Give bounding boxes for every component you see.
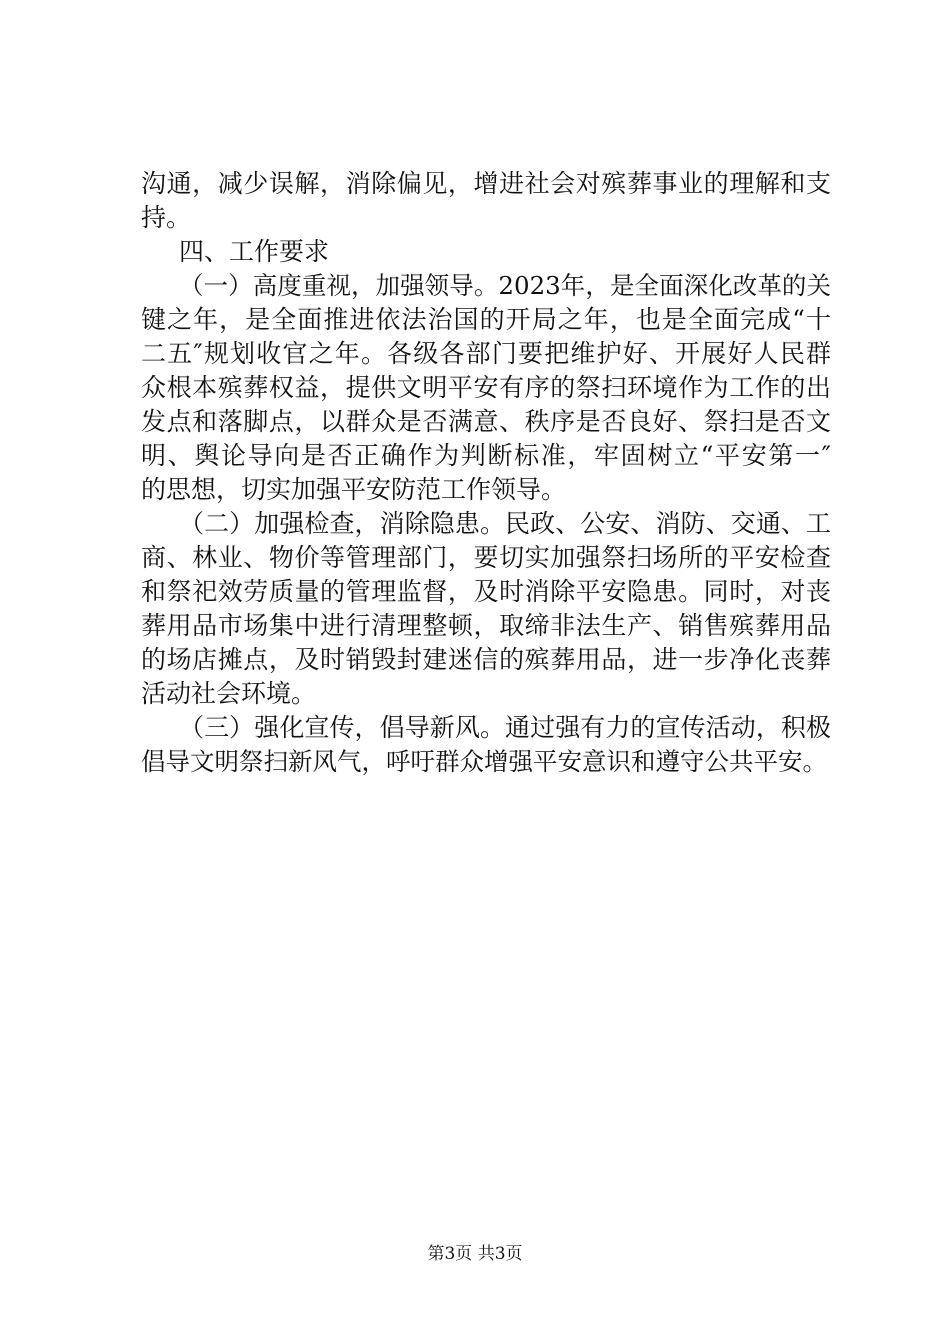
paragraph-first-line: （三）强化宣传，倡导新风。通过强有力的宣传活动，积极 <box>179 713 831 742</box>
text-line: 众根本殡葬权益，提供文明平安有序的祭扫环境作为工作的出 <box>141 373 831 402</box>
text-line: 倡导文明祭扫新风气，呼吁群众增强平安意识和遵守公共平安。 <box>141 747 827 776</box>
paragraph-first-line: （二）加强检查，消除隐患。民政、公安、消防、交通、工 <box>179 509 831 538</box>
text-line: 沟通，减少误解，消除偏见，增进社会对殡葬事业的理解和支 <box>141 169 831 198</box>
paragraph-first-line: （一）高度重视，加强领导。2023年，是全面深化改革的关 <box>179 271 831 300</box>
text-line: 的场店摊点，及时销毁封建迷信的殡葬用品，进一步净化丧葬 <box>141 645 831 674</box>
text-line: 明、舆论导向是否正确作为判断标准，牢固树立“平安第一″ <box>141 441 831 470</box>
document-body <box>141 167 831 779</box>
text-line: 键之年，是全面推进依法治国的开局之年，也是全面完成“十 <box>141 305 831 334</box>
text-line: 和祭祀效劳质量的管理监督，及时消除平安隐患。同时，对丧 <box>141 577 831 606</box>
text-line: 持。 <box>141 203 192 232</box>
text-line: 商、林业、物价等管理部门，要切实加强祭扫场所的平安检查 <box>141 543 831 572</box>
text-line: 葬用品市场集中进行清理整顿，取缔非法生产、销售殡葬用品 <box>141 611 831 640</box>
text-line: 的思想，切实加强平安防范工作领导。 <box>141 475 567 504</box>
text-line: 活动社会环境。 <box>141 679 317 708</box>
text-line: 二五″规划收官之年。各级各部门要把维护好、开展好人民群 <box>141 339 831 368</box>
page-number-footer: 第3页 共3页 <box>427 1244 523 1264</box>
section-heading: 四、工作要求 <box>179 237 330 266</box>
text-line: 发点和落脚点，以群众是否满意、秩序是否良好、祭扫是否文 <box>141 407 831 436</box>
